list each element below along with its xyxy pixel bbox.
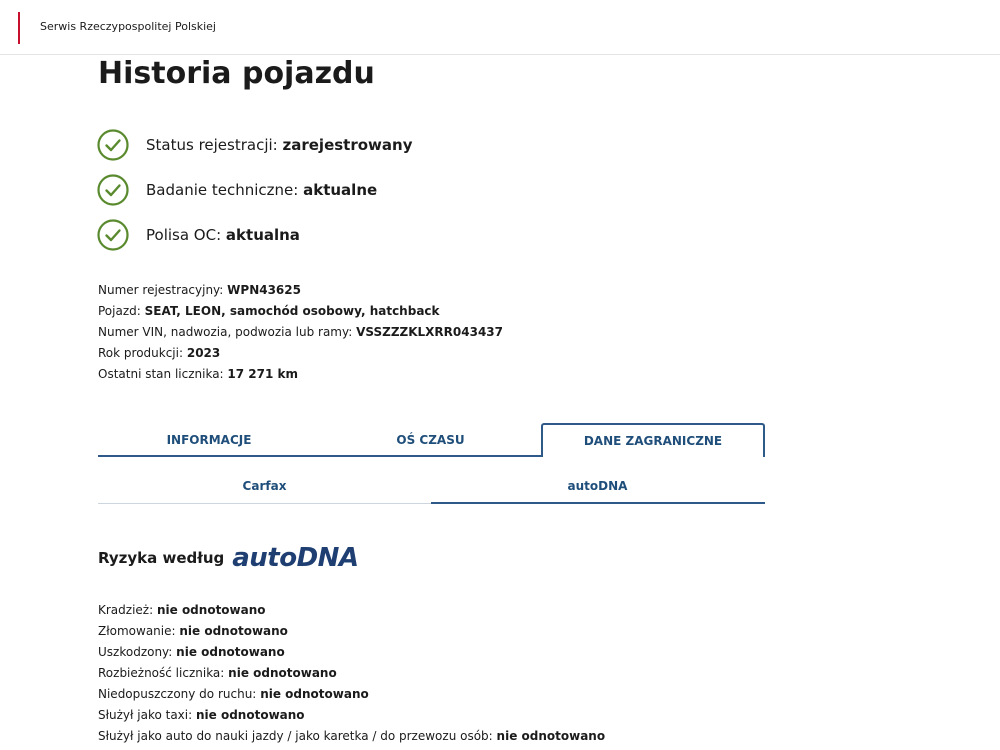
- risk-value: nie odnotowano: [228, 666, 337, 680]
- status-text: [146, 136, 412, 154]
- risk-label: Złomowanie:: [98, 624, 176, 638]
- risk-value: nie odnotowano: [196, 708, 305, 722]
- risk-row: [98, 726, 605, 747]
- check-circle-icon: [97, 129, 129, 161]
- risk-label: Służył jako auto do nauki jazdy / jako karetka / do przewozu osób:: [98, 729, 493, 743]
- status-inspection: [97, 174, 377, 206]
- status-label: Status rejestracji:: [146, 136, 278, 154]
- info-value: SEAT, LEON, samochód osobowy, hatchback: [144, 304, 440, 318]
- risk-label: Kradzież:: [98, 603, 154, 617]
- check-circle-icon: [97, 219, 129, 251]
- info-label: Pojazd:: [98, 304, 141, 318]
- risk-list: [98, 600, 605, 747]
- vehicle-info: [98, 280, 503, 385]
- risk-value: nie odnotowano: [496, 729, 606, 743]
- risk-row: [98, 621, 605, 642]
- risk-value: nie odnotowano: [176, 645, 285, 659]
- risk-row: [98, 663, 605, 684]
- info-value: 2023: [186, 346, 221, 360]
- brand-accent-line: [18, 12, 20, 44]
- subtabs-divider: [98, 503, 431, 504]
- status-registration: [97, 129, 412, 161]
- vehicle-info-row: [98, 343, 503, 364]
- info-value: WPN43625: [227, 283, 301, 297]
- status-insurance: [97, 219, 300, 251]
- risk-label: Uszkodzony:: [98, 645, 173, 659]
- risk-row: [98, 705, 605, 726]
- risk-row: [98, 684, 605, 705]
- subtab-active-indicator: [431, 502, 765, 504]
- risk-value: nie odnotowano: [156, 603, 266, 617]
- check-circle-icon: [97, 174, 129, 206]
- status-value: aktualna: [225, 226, 300, 244]
- vehicle-info-row: [98, 322, 503, 343]
- risk-row: [98, 642, 605, 663]
- status-label: Badanie techniczne:: [146, 181, 299, 199]
- top-bar: [0, 0, 1000, 55]
- vehicle-info-row: [98, 280, 503, 301]
- info-value: VSSZZZKLXRR043437: [356, 325, 504, 339]
- risk-label: Służył jako taxi:: [98, 708, 193, 722]
- tab-dane-zagraniczne[interactable]: DANE ZAGRANICZNE: [541, 423, 765, 457]
- status-text: [146, 226, 300, 244]
- main-tabs: [98, 423, 765, 457]
- info-label: Numer VIN, nadwozia, podwozia lub ramy:: [98, 325, 353, 339]
- status-text: [146, 181, 377, 199]
- vehicle-info-row: [98, 364, 503, 385]
- status-value: zarejestrowany: [282, 136, 413, 154]
- autodna-logo: autoDNA: [232, 543, 359, 573]
- tab-os-czasu[interactable]: OŚ CZASU: [396, 433, 465, 447]
- page-title: Historia pojazdu: [98, 56, 375, 91]
- sub-tabs: [98, 472, 765, 504]
- risk-value: nie odnotowano: [260, 687, 369, 701]
- risk-value: nie odnotowano: [179, 624, 288, 638]
- brand-label[interactable]: Serwis Rzeczypospolitej Polskiej: [40, 20, 216, 33]
- vehicle-info-row: [98, 301, 503, 322]
- subtab-autodna[interactable]: autoDNA: [567, 479, 628, 493]
- risk-label: Niedopuszczony do ruchu:: [98, 687, 257, 701]
- risk-heading-label: Ryzyka według: [98, 549, 225, 567]
- info-label: Rok produkcji:: [98, 346, 184, 360]
- status-value: aktualne: [303, 181, 378, 199]
- risk-row: [98, 600, 605, 621]
- status-label: Polisa OC:: [146, 226, 222, 244]
- info-label: Numer rejestracyjny:: [98, 283, 224, 297]
- risk-heading: [98, 542, 359, 574]
- tab-informacje[interactable]: INFORMACJE: [166, 433, 252, 447]
- risk-label: Rozbieżność licznika:: [98, 666, 225, 680]
- info-value: 17 271 km: [227, 367, 299, 381]
- subtab-carfax[interactable]: Carfax: [242, 479, 287, 493]
- info-label: Ostatni stan licznika:: [98, 367, 224, 381]
